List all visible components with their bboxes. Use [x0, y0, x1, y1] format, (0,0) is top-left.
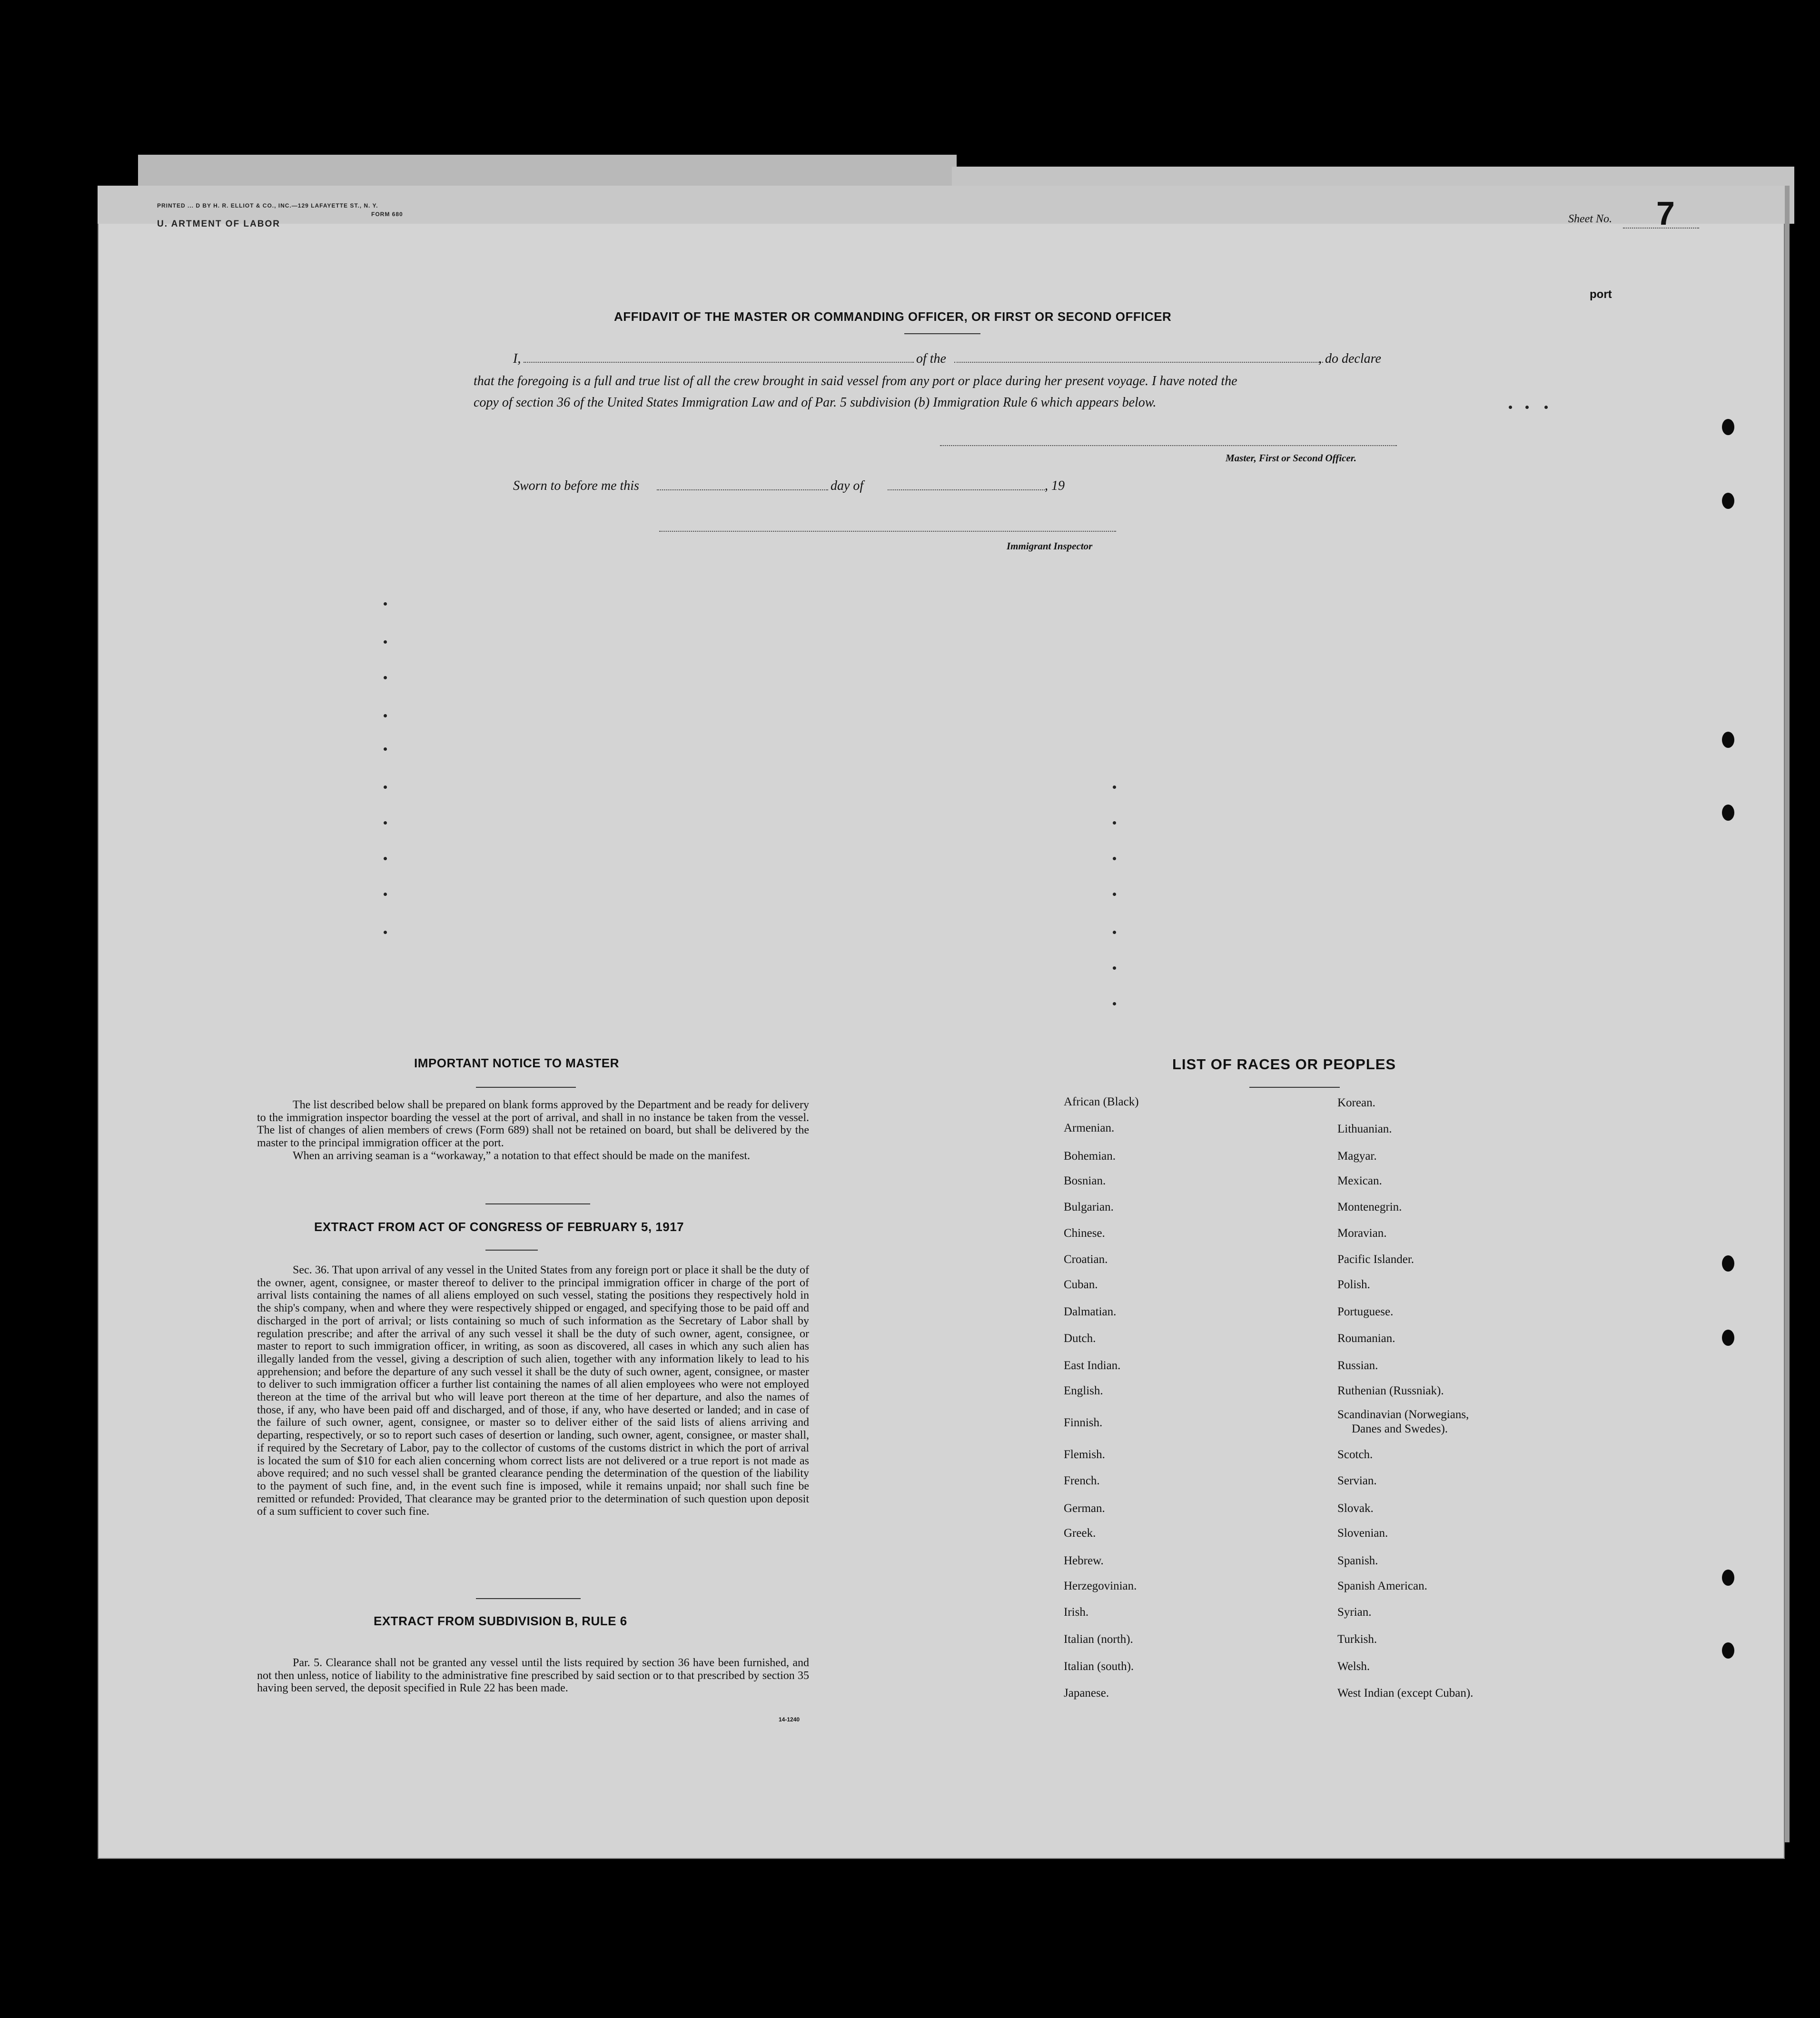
act-rule-top — [485, 1203, 590, 1204]
inspector-caption: Immigrant Inspector — [1007, 540, 1093, 552]
races-rule — [1249, 1087, 1340, 1088]
race-item: Russian. — [1337, 1359, 1378, 1372]
punch-hole — [1722, 493, 1734, 509]
race-item: Syrian. — [1337, 1606, 1372, 1619]
race-item: Finnish. — [1064, 1416, 1103, 1429]
race-item: Spanish American. — [1337, 1580, 1427, 1592]
race-item: French. — [1064, 1474, 1100, 1487]
sworn-day-field[interactable] — [657, 489, 828, 490]
race-item: Greek. — [1064, 1527, 1096, 1540]
race-item: German. — [1064, 1502, 1105, 1515]
scan-mark — [384, 676, 387, 679]
scan-mark — [1113, 931, 1116, 934]
race-item: Bohemian. — [1064, 1150, 1116, 1163]
race-item: Portuguese. — [1337, 1305, 1394, 1318]
race-item: Danes and Swedes). — [1352, 1422, 1448, 1435]
scan-mark — [384, 893, 387, 896]
scan-mark — [384, 785, 387, 789]
race-item: English. — [1064, 1384, 1103, 1397]
scan-mark — [384, 821, 387, 825]
paragraph-5-text: Par. 5. Clearance shall not be granted any vessel until the lists required by section 36 have been furnished, and not then unless, notice of liability to the administrative fine prescribed by said section or to that prescribed by section 35 having been served, the deposit specified in Rule 22 has been made. — [257, 1657, 809, 1695]
year-label: , 19 — [1045, 478, 1065, 493]
race-item: Pacific Islander. — [1337, 1253, 1414, 1266]
race-item: Cuban. — [1064, 1278, 1098, 1291]
declarant-label: I, — [513, 351, 521, 366]
race-item: Japanese. — [1064, 1687, 1109, 1700]
form-number: 14-1240 — [779, 1716, 800, 1723]
race-item: Slovak. — [1337, 1502, 1374, 1515]
race-item: Italian (north). — [1064, 1633, 1133, 1646]
act-extract-title: EXTRACT FROM ACT OF CONGRESS OF FEBRUARY 5, 1917 — [314, 1220, 684, 1234]
race-item: Dutch. — [1064, 1332, 1096, 1345]
scan-mark — [384, 714, 387, 717]
race-item: West Indian (except Cuban). — [1337, 1687, 1474, 1700]
act-rule-bottom — [485, 1250, 538, 1251]
race-item: East Indian. — [1064, 1359, 1121, 1372]
act-extract-body — [257, 1264, 809, 1518]
vessel-label: of the — [916, 351, 946, 366]
sworn-label: Sworn to before me this — [513, 478, 639, 493]
scan-mark — [384, 640, 387, 644]
race-item: Irish. — [1064, 1606, 1089, 1619]
race-item: Welsh. — [1337, 1660, 1370, 1673]
race-item: Spanish. — [1337, 1554, 1378, 1567]
sheet-number-line — [1623, 228, 1699, 229]
race-item: Croatian. — [1064, 1253, 1108, 1266]
affidavit-line-2: that the foregoing is a full and true list of all the crew brought in said vessel from any port or place during her present voyage. I have noted the — [474, 374, 1237, 388]
rule-extract-rule-top — [476, 1598, 581, 1599]
punch-hole — [1722, 419, 1734, 435]
punch-hole — [1722, 1255, 1734, 1272]
rule-extract-body — [257, 1657, 809, 1695]
races-title: LIST OF RACES OR PEOPLES — [1172, 1056, 1396, 1073]
day-of-label: day of — [831, 478, 864, 493]
punch-hole — [1722, 732, 1734, 748]
sheet-number-value: 7 — [1656, 195, 1675, 232]
race-item: Servian. — [1337, 1474, 1377, 1487]
race-item: Moravian. — [1337, 1227, 1387, 1240]
scan-mark — [1113, 966, 1116, 970]
race-item: Slovenian. — [1337, 1527, 1388, 1540]
punch-hole — [1722, 805, 1734, 821]
race-item: Hebrew. — [1064, 1554, 1104, 1567]
race-item: Ruthenian (Russniak). — [1337, 1384, 1444, 1397]
race-item: Mexican. — [1337, 1174, 1382, 1187]
race-item: Turkish. — [1337, 1633, 1377, 1646]
department-name: U. ARTMENT OF LABOR — [157, 219, 280, 229]
scan-mark — [1509, 406, 1512, 409]
affidavit-title: AFFIDAVIT OF THE MASTER OR COMMANDING OFFICER, OR FIRST OR SECOND OFFICER — [614, 309, 1172, 324]
race-item: Dalmatian. — [1064, 1305, 1117, 1318]
race-item: Bulgarian. — [1064, 1201, 1114, 1213]
printer-line: PRINTED ... D BY H. R. ELLIOT & CO., INC.—129 LAFAYETTE ST., N. Y. — [157, 202, 378, 209]
race-item: Italian (south). — [1064, 1660, 1134, 1673]
scan-mark — [384, 857, 387, 860]
race-item: Montenegrin. — [1337, 1201, 1402, 1213]
race-item: Chinese. — [1064, 1227, 1105, 1240]
do-declare-text: , do declare — [1318, 351, 1381, 366]
punch-hole — [1722, 1642, 1734, 1659]
declarant-name-field[interactable] — [524, 362, 914, 363]
punch-hole — [1722, 1330, 1734, 1346]
scan-mark — [1525, 406, 1529, 409]
sworn-month-field[interactable] — [888, 489, 1045, 490]
race-item: Scotch. — [1337, 1448, 1373, 1461]
master-signature-caption: Master, First or Second Officer. — [1226, 452, 1356, 464]
race-item: Bosnian. — [1064, 1174, 1106, 1187]
scan-mark — [384, 747, 387, 751]
notice-paragraph-2: When an arriving seaman is a “workaway,” a notation to that effect should be made on the manifest. — [293, 1149, 750, 1162]
vessel-name-field[interactable] — [954, 362, 1323, 363]
inspector-signature-field[interactable] — [659, 531, 1116, 532]
punch-hole — [1722, 1570, 1734, 1586]
race-item: Lithuanian. — [1337, 1123, 1392, 1135]
race-item: African (Black) — [1064, 1095, 1139, 1108]
race-item: Herzegovinian. — [1064, 1580, 1137, 1592]
notice-rule — [476, 1087, 576, 1088]
notice-paragraph-1: The list described below shall be prepared on blank forms approved by the Department and be ready for delivery to the immigration inspector boarding the vessel at the port of arrival, and shall in no instance be taken from the vessel. The list of changes of alien members of crews (Form 689) shall not be retained on board, but shall be delivered by the master to the principal immigration officer at the port. — [257, 1099, 809, 1150]
master-signature-field[interactable] — [940, 445, 1397, 446]
race-item: Korean. — [1337, 1096, 1375, 1109]
notice-body — [257, 1099, 809, 1163]
scan-mark — [1113, 821, 1116, 825]
title-rule — [904, 333, 980, 334]
race-item: Roumanian. — [1337, 1332, 1395, 1345]
scan-mark — [384, 931, 387, 934]
rule-extract-title: EXTRACT FROM SUBDIVISION B, RULE 6 — [374, 1614, 627, 1628]
race-item: Flemish. — [1064, 1448, 1105, 1461]
notice-title: IMPORTANT NOTICE TO MASTER — [414, 1056, 619, 1070]
scan-mark — [1544, 406, 1548, 409]
form-sheet — [98, 186, 1785, 1859]
affidavit-line-3: copy of section 36 of the United States Immigration Law and of Par. 5 subdivision (b) Immigration Rule 6 which appears below. — [474, 395, 1157, 410]
scan-mark — [1113, 857, 1116, 860]
scan-mark — [1113, 893, 1116, 896]
scan-mark — [1113, 785, 1116, 789]
port-label: port — [1590, 288, 1612, 301]
race-item: Magyar. — [1337, 1150, 1377, 1163]
sheet-number-label: Sheet No. — [1568, 213, 1612, 225]
scan-mark — [384, 602, 387, 606]
section-36-text: Sec. 36. That upon arrival of any vessel in the United States from any foreign port or place it shall be the duty of the owner, agent, consignee, or master thereof to deliver to the principal immigration officer in charge of the port of arrival lists containing the names of all aliens employed on such vessel, stating the positions they respectively hold in the ship's company, when and where they were respectively shipped or engaged, and specifying those to be paid off and discharged in the port of arrival; or lists containing so much of such information as the Secretary of Labor shall by regulation prescribe; and after the arrival of any such vessel it shall be the duty of such owner, agent, consignee, or master to report to such immigration officer, in writing, as soon as discovered, all cases in which any such alien has illegally landed from the vessel, giving a description of such alien, together with any information likely to lead to his apprehension; and before the departure of any such vessel it shall be the duty of such owner, agent, consignee, or master to deliver to such immigration officer a further list containing the names of all alien employees who were not employed thereon at the time of the arrival but who will leave port thereon at the time of her departure, and also the names of those, if any, who have been paid off and discharged, and of those, if any, who have deserted or landed; and in case of the failure of such owner, agent, consignee, or master so to deliver either of the said lists of aliens arriving and departing, respectively, or so to report such cases of desertion or landing, such owner, agent, consignee, or master shall, if required by the Secretary of Labor, pay to the collector of customs of the customs district in which the port of arrival is located the sum of $10 for each alien concerning whom correct lists are not delivered or a true report is not made as above required; and no such vessel shall be granted clearance pending the determination of the question of the liability to the payment of such fine, and, in the event such fine is imposed, while it remains unpaid; nor shall such fine be remitted or refunded: Provided, That clearance may be granted prior to the determination of such question upon deposit of a sum sufficient to cover such fine. — [257, 1264, 809, 1518]
race-item: Scandinavian (Norwegians, — [1337, 1408, 1469, 1421]
race-item: Polish. — [1337, 1278, 1370, 1291]
scan-mark — [1113, 1002, 1116, 1005]
form-line: FORM 680 — [371, 211, 403, 218]
race-item: Armenian. — [1064, 1122, 1115, 1134]
